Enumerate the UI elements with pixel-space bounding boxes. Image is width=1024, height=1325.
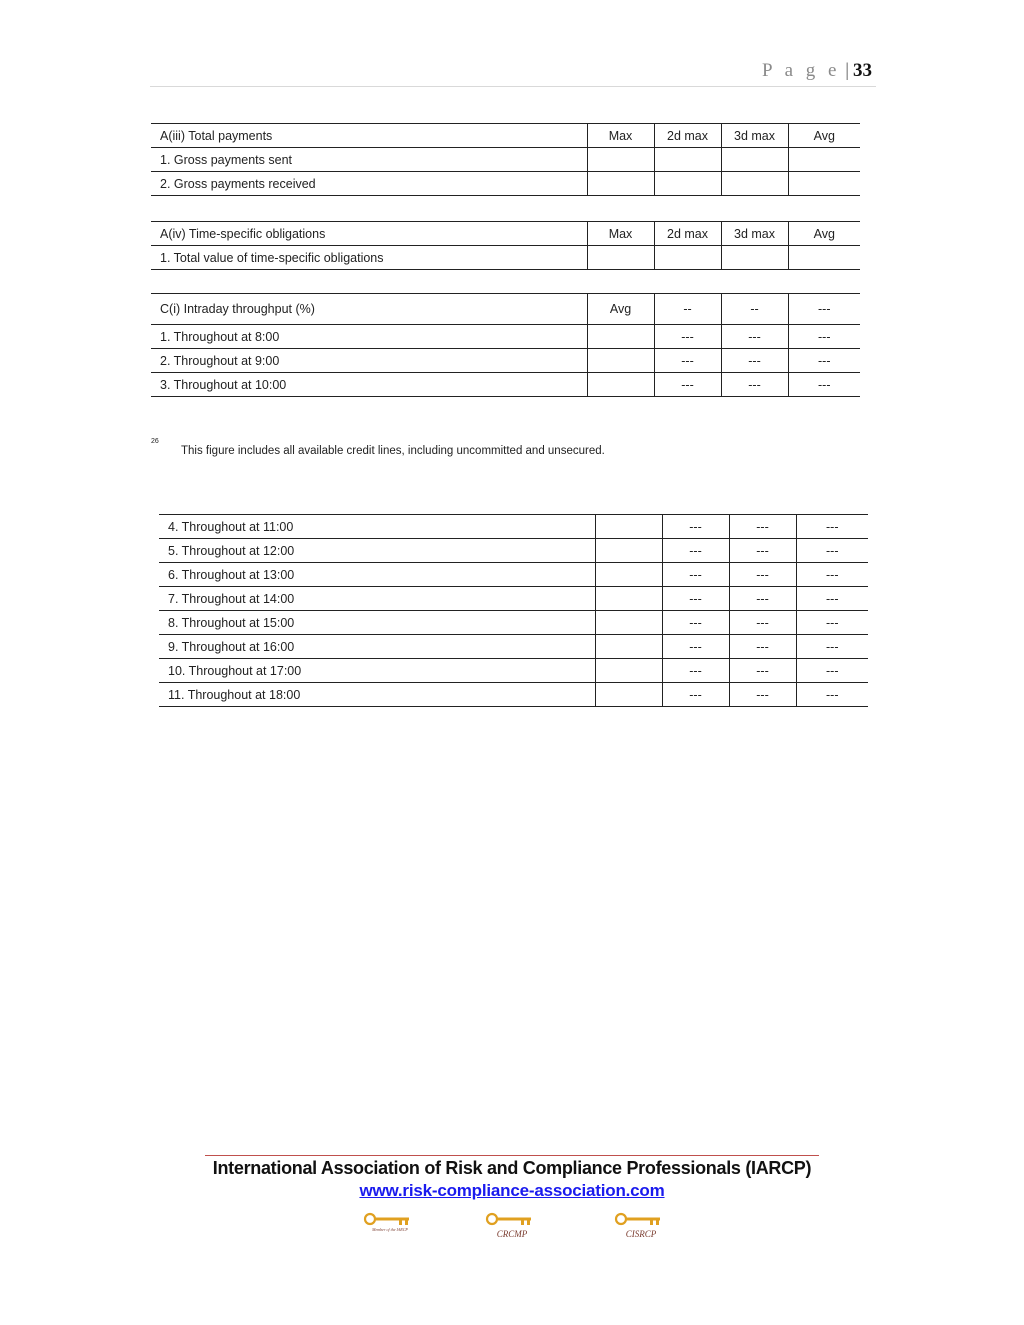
- table-cell: [587, 349, 654, 373]
- table-header-row: [151, 124, 860, 148]
- key-icon: [614, 1212, 664, 1226]
- key-icon: [363, 1212, 413, 1226]
- table-cell: [587, 172, 654, 196]
- row-label: 1. Gross payments sent: [151, 148, 587, 172]
- intraday-throughput-table: [151, 293, 860, 397]
- table-cell: ---: [796, 659, 868, 683]
- table-row: [151, 172, 860, 196]
- table-cell: ---: [788, 349, 860, 373]
- table-row: [151, 349, 860, 373]
- table-row: [151, 325, 860, 349]
- table-row: [159, 683, 868, 707]
- total-payments-table: [151, 123, 860, 196]
- footnote-number: 26: [151, 438, 159, 445]
- table-header-cell: 3d max: [721, 222, 788, 246]
- table-cell: ---: [654, 349, 721, 373]
- table-cell: [587, 373, 654, 397]
- row-label: 1. Throughout at 8:00: [151, 325, 587, 349]
- table-cell: [788, 148, 860, 172]
- table-cell: ---: [729, 563, 796, 587]
- table-cell: [595, 587, 662, 611]
- table-cell: ---: [729, 515, 796, 539]
- table-header-cell: 2d max: [654, 124, 721, 148]
- table-cell: [654, 246, 721, 270]
- table-cell: [595, 659, 662, 683]
- table-cell: [721, 148, 788, 172]
- table-header-cell: Max: [587, 124, 654, 148]
- table-cell: ---: [654, 373, 721, 397]
- row-label: 9. Throughout at 16:00: [159, 635, 595, 659]
- row-label: 8. Throughout at 15:00: [159, 611, 595, 635]
- row-label: 7. Throughout at 14:00: [159, 587, 595, 611]
- table-cell: [587, 246, 654, 270]
- table-header-cell: --: [654, 294, 721, 325]
- table-cell: [788, 246, 860, 270]
- footnote-text: This figure includes all available credit lines, including uncommitted and unsecured.: [181, 445, 605, 457]
- table-cell: [595, 563, 662, 587]
- table-cell: ---: [721, 349, 788, 373]
- table-cell: ---: [796, 635, 868, 659]
- table-cell: ---: [796, 539, 868, 563]
- table-row: [151, 373, 860, 397]
- table-cell: ---: [729, 659, 796, 683]
- table-cell: ---: [796, 611, 868, 635]
- table-cell: [721, 246, 788, 270]
- table-cell: ---: [729, 683, 796, 707]
- table-cell: [587, 148, 654, 172]
- footer-website-link[interactable]: www.risk-compliance-association.com: [359, 1181, 665, 1200]
- table-header-cell: Avg: [587, 294, 654, 325]
- table-row: [159, 539, 868, 563]
- row-label: 3. Throughout at 10:00: [151, 373, 587, 397]
- key-icon: [485, 1212, 535, 1226]
- table-row: [159, 563, 868, 587]
- table-cell: [595, 611, 662, 635]
- page-header: [150, 58, 876, 87]
- table-cell: ---: [796, 683, 868, 707]
- table-cell: ---: [729, 587, 796, 611]
- table-cell: ---: [662, 659, 729, 683]
- table-cell: [788, 172, 860, 196]
- table-cell: ---: [662, 635, 729, 659]
- table-cell: ---: [788, 373, 860, 397]
- footnote: [151, 438, 605, 457]
- row-label: 4. Throughout at 11:00: [159, 515, 595, 539]
- page-number: [762, 60, 872, 82]
- table-header-cell: 2d max: [654, 222, 721, 246]
- table-row: [159, 635, 868, 659]
- table-header-cell: Avg: [788, 124, 860, 148]
- table-cell: [654, 148, 721, 172]
- table-row: [151, 148, 860, 172]
- table-header-row: [151, 222, 860, 246]
- table-cell: ---: [729, 611, 796, 635]
- table-row: [159, 659, 868, 683]
- table-row: [159, 587, 868, 611]
- table-row: [159, 515, 868, 539]
- table-header-row: [151, 294, 860, 325]
- table-header-cell: 3d max: [721, 124, 788, 148]
- logo-caption: Member of the IARCP: [372, 1227, 408, 1232]
- table-cell: [595, 515, 662, 539]
- table-row: [159, 611, 868, 635]
- table-cell: ---: [796, 587, 868, 611]
- table-cell: ---: [729, 539, 796, 563]
- table-cell: [721, 172, 788, 196]
- table-cell: ---: [662, 587, 729, 611]
- table-cell: [654, 172, 721, 196]
- table-cell: ---: [662, 539, 729, 563]
- table-header-cell: ---: [788, 294, 860, 325]
- table-header-cell: Max: [587, 222, 654, 246]
- table-cell: [587, 325, 654, 349]
- row-label: 1. Total value of time-specific obligations: [151, 246, 587, 270]
- table-cell: ---: [662, 563, 729, 587]
- page-number-value: 33: [853, 60, 872, 81]
- row-label: 10. Throughout at 17:00: [159, 659, 595, 683]
- table-header-cell: C(i) Intraday throughput (%): [151, 294, 587, 325]
- table-header-cell: --: [721, 294, 788, 325]
- table-cell: ---: [654, 325, 721, 349]
- table-cell: ---: [662, 515, 729, 539]
- logo-caption: CISRCP: [625, 1229, 657, 1239]
- table-cell: [595, 635, 662, 659]
- table-cell: ---: [796, 563, 868, 587]
- table-cell: ---: [721, 373, 788, 397]
- member-logo: [360, 1212, 420, 1240]
- footer-organization: International Association of Risk and Compliance Professionals (IARCP): [212, 1158, 812, 1178]
- table-cell: ---: [788, 325, 860, 349]
- table-header-cell: A(iii) Total payments: [151, 124, 587, 148]
- table-cell: ---: [729, 635, 796, 659]
- table-cell: ---: [721, 325, 788, 349]
- crcmp-logo: [482, 1212, 542, 1240]
- row-label: 5. Throughout at 12:00: [159, 539, 595, 563]
- page-label: P a g e: [761, 60, 841, 81]
- row-label: 2. Gross payments received: [151, 172, 587, 196]
- footer-divider: [205, 1155, 819, 1156]
- table-cell: ---: [662, 683, 729, 707]
- table-cell: [595, 683, 662, 707]
- row-label: 2. Throughout at 9:00: [151, 349, 587, 373]
- page-separator: |: [845, 60, 849, 81]
- table-header-cell: A(iv) Time-specific obligations: [151, 222, 587, 246]
- table-cell: [595, 539, 662, 563]
- table-header-cell: Avg: [788, 222, 860, 246]
- row-label: 6. Throughout at 13:00: [159, 563, 595, 587]
- table-cell: ---: [796, 515, 868, 539]
- cisrcp-logo: [611, 1212, 671, 1240]
- row-label: 11. Throughout at 18:00: [159, 683, 595, 707]
- logo-caption: CRCMP: [496, 1229, 528, 1239]
- table-row: [151, 246, 860, 270]
- time-specific-obligations-table: [151, 221, 860, 270]
- intraday-throughput-continued-table: [159, 514, 868, 707]
- table-cell: ---: [662, 611, 729, 635]
